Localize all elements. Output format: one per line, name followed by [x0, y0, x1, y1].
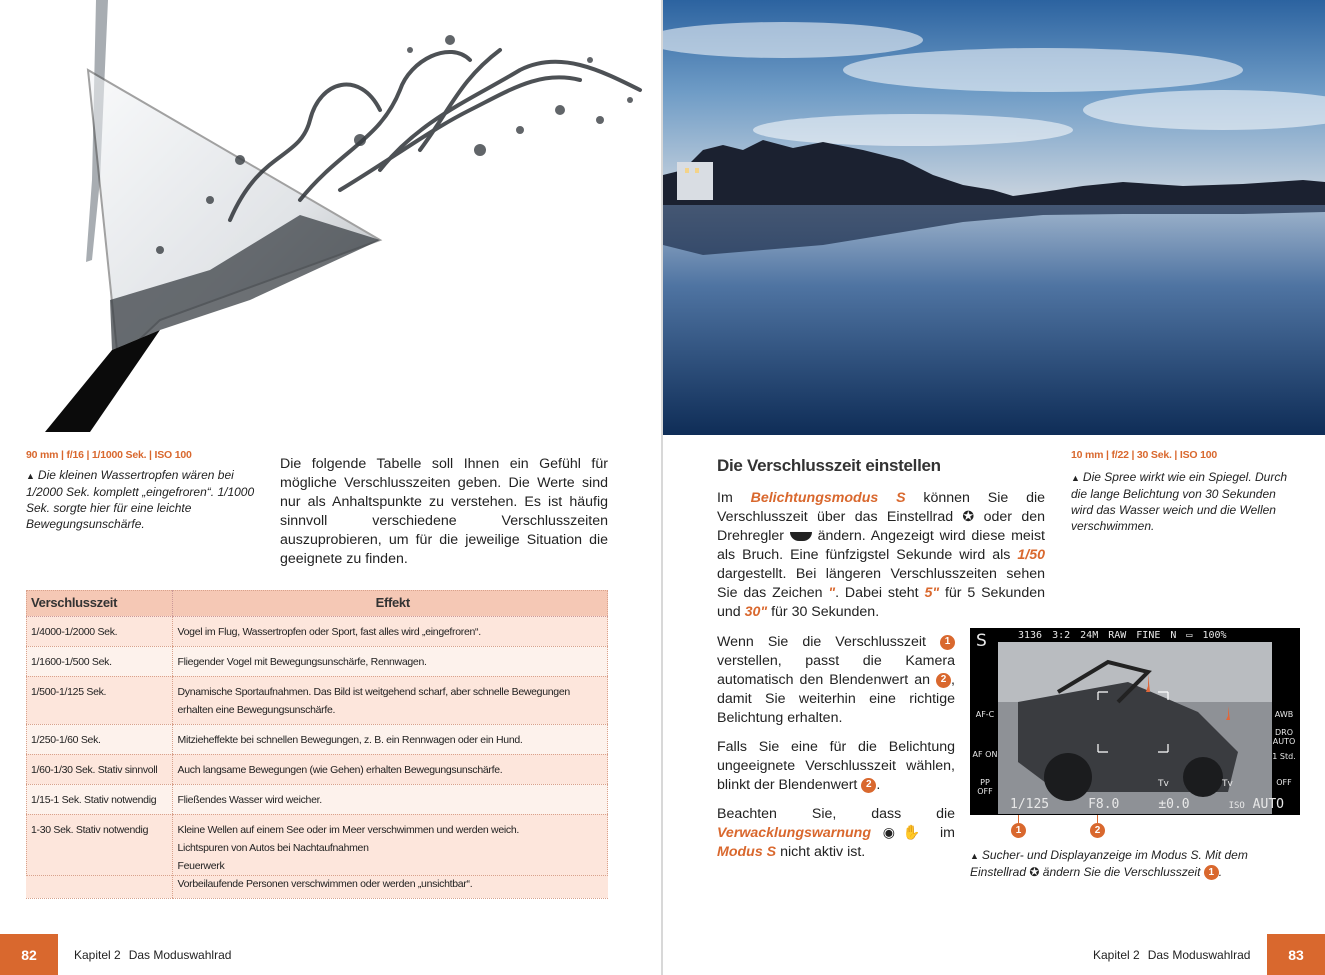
table-row — [26, 616, 608, 646]
table-cell-time: 1/1600-1/500 Sek. — [26, 646, 172, 676]
footer-chapter-title: Das Moduswahlrad — [1147, 948, 1251, 962]
paragraph-4 — [717, 805, 955, 862]
table-cell-time: 1/15-1 Sek. Stativ notwendig — [26, 784, 172, 814]
p1-text-a: Im — [717, 490, 751, 506]
section-title: Die Verschlusszeit einstellen — [717, 456, 941, 475]
lake-illustration — [663, 0, 1325, 435]
table-row — [26, 646, 608, 676]
paragraph-2 — [717, 633, 955, 728]
table-cell-time: 1/60-1/30 Sek. Stativ sinnvoll — [26, 754, 172, 784]
p1-text-g: für 5 Sekunden und — [717, 585, 1045, 620]
vf-aspect: 3:2 — [1052, 630, 1071, 641]
vf-nfc: N — [1170, 630, 1177, 641]
vf-iso-label: ISO — [1228, 801, 1245, 811]
callout-badge-2: 2 — [861, 778, 876, 793]
vf-picture-profile: PP OFF — [977, 778, 993, 796]
p2-text-b: verstellen, passt die Kamera automatisch den Blendenwert an — [717, 653, 955, 688]
table-cell-effect — [172, 754, 608, 784]
water-splash-photo — [0, 0, 662, 432]
p1-highlight-mode: Belichtungsmodus S — [750, 490, 906, 506]
dial-icon: ✪ — [1029, 865, 1040, 879]
effect-line: Fließendes Wasser wird weicher. — [177, 793, 322, 806]
table-cell-effect — [172, 724, 608, 754]
vf-tv-label: Tv — [1158, 779, 1169, 789]
left-page — [0, 0, 662, 975]
p1-text-d: ändern. Angezeigt wird diese meist als Bruch. Eine fünfzigstel Sekunde wird als — [717, 528, 1045, 563]
lake-caption-marker: ▲ — [1071, 473, 1080, 483]
effect-line: Fliegender Vogel mit Bewegungsunschärfe, Rennwagen. — [177, 655, 427, 668]
intro-paragraph: Die folgende Tabelle soll Ihnen ein Gefühl für mögliche Verschlusszeiten geben. Die Werte sind nur als Anhaltspunkte zu verstehen. Es ist häufig sinnvoll verschiedene Verschlusszeiten auszuprobieren, um für die jeweilige Situation die geeignete zu finden. — [280, 456, 608, 567]
effect-line: Vorbeilaufende Personen verschwimmen oder werden „unsichtbar“. — [177, 877, 473, 890]
p1-text-b: können Sie die Verschlusszeit über das Einstellrad — [717, 490, 1045, 525]
vf-battery: 100% — [1202, 630, 1227, 641]
effect-line: Auch langsame Bewegungen (wie Gehen) erhalten Bewegungsunschärfe. — [177, 763, 503, 776]
vf-effect: OFF — [1276, 778, 1292, 787]
effect-line: Dynamische Sportaufnahmen. Das Bild ist weitgehend scharf, aber schnelle Bewegungen erhalten eine Bewegungsunschärfe. — [177, 685, 570, 716]
lake-photo — [663, 0, 1325, 435]
vf-bottom-bar — [1010, 797, 1284, 812]
right-page — [663, 0, 1325, 975]
p3-text-a: Falls Sie eine für die Belichtung ungeeignete Verschlusszeit wählen, blinkt der Blendenwert — [717, 739, 955, 793]
vf-af-on: AF ON — [972, 750, 998, 759]
table-cell-effect — [172, 676, 608, 724]
vf-iso: AUTO — [1252, 797, 1284, 812]
callout-badge-2: 2 — [1090, 823, 1105, 838]
p1-highlight-5s: 5" — [924, 585, 940, 601]
table-cell-time: 1/250-1/60 Sek. — [26, 724, 172, 754]
vf-creative-style: 1 Std. — [1272, 752, 1296, 761]
caption-text: Die kleinen Wassertropfen wären bei 1/2000 Sek. komplett „eingefroren“. 1/1000 Sek. sorgte hier für eine leichte Bewegungsunschärfe. — [26, 468, 255, 531]
vf-caption-a: Sucher- und Displayanzeige im Modus S. Mit dem Einstellrad — [970, 848, 1248, 879]
vf-quality: FINE — [1136, 630, 1161, 641]
p1-highlight-fraction: 1/50 — [1017, 547, 1045, 563]
effect-line: Kleine Wellen auf einem See oder im Meer verschwimmen und werden weich. — [177, 823, 520, 836]
vf-dro: DRO AUTO — [1272, 728, 1296, 746]
vf-af-mode: AF-C — [975, 710, 995, 719]
viewfinder-caption — [970, 847, 1300, 880]
dial-icon: ✪ — [962, 509, 975, 525]
effect-line: Feuerwerk — [177, 859, 225, 872]
photo-meta: 90 mm | f/16 | 1/1000 Sek. | ISO 100 — [26, 449, 192, 461]
paragraph-3 — [717, 738, 955, 795]
table-header-time: Verschlusszeit — [26, 590, 172, 616]
p2-text-a: Wenn Sie die Verschlusszeit — [717, 634, 940, 650]
caption-marker: ▲ — [26, 471, 35, 481]
effect-line: Mitzieheffekte bei schnellen Bewegungen, z. B. ein Rennwagen oder ein Hund. — [177, 733, 523, 746]
effect-line: Lichtspuren von Autos bei Nachtaufnahmen — [177, 841, 369, 854]
vf-tv-label-2: Tv — [1222, 779, 1233, 789]
control-wheel-icon — [790, 532, 812, 541]
callout-badge-1: 1 — [1204, 865, 1219, 880]
table-row — [26, 676, 608, 724]
table-row — [26, 784, 608, 814]
table-cell-time: 1-30 Sek. Stativ notwendig — [26, 814, 172, 898]
table-cell-effect — [172, 814, 608, 898]
p4-text-b: im — [928, 825, 955, 841]
footer-chapter: Kapitel 2 — [74, 948, 121, 962]
table-row — [26, 754, 608, 784]
vf-shutter-speed: 1/125 — [1010, 797, 1050, 812]
vf-top-bar — [1018, 630, 1296, 641]
callout-badge-1: 1 — [940, 635, 955, 650]
vf-raw: RAW — [1108, 630, 1127, 641]
table-header-effect: Effekt — [172, 590, 608, 616]
paragraphs-2-4 — [717, 633, 955, 872]
table-row — [26, 814, 608, 898]
water-splash-illustration — [0, 0, 662, 432]
footer-right — [1093, 948, 1250, 962]
p1-text-h: für 30 Sekunden. — [767, 604, 880, 620]
p1-highlight-seconds-symbol: " — [828, 585, 836, 601]
vf-caption-marker: ▲ — [970, 851, 979, 861]
vf-white-balance: AWB — [1274, 710, 1294, 719]
paragraph-1 — [717, 489, 1045, 622]
table-cell-effect — [172, 646, 608, 676]
battery-icon: ▭ — [1186, 630, 1193, 641]
callout-badge-2: 2 — [936, 673, 951, 688]
vf-shots-remaining: 3136 — [1018, 630, 1043, 641]
p1-text-c: oder den Drehregler — [717, 509, 1045, 544]
footer-left — [74, 948, 231, 962]
lake-caption-text: Die Spree wirkt wie ein Spiegel. Durch die lange Belichtung von 30 Sekunden wird das Wasser weich und die Wellen verschwimmen. — [1071, 470, 1288, 533]
table-cell-time: 1/4000-1/2000 Sek. — [26, 616, 172, 646]
lake-photo-meta: 10 mm | f/22 | 30 Sek. | ISO 100 — [1071, 449, 1217, 461]
table-cell-effect — [172, 616, 608, 646]
page-number-right: 83 — [1267, 934, 1325, 975]
photo-caption — [26, 467, 256, 532]
callout-badge-1: 1 — [1011, 823, 1026, 838]
table-cell-time: 1/500-1/125 Sek. — [26, 676, 172, 724]
vf-caption-b: ändern Sie die Verschlusszeit — [1039, 865, 1204, 879]
p2-text-c: , damit Sie weiterhin eine richtige Belichtung erhalten. — [717, 672, 955, 726]
footer-chapter: Kapitel 2 — [1093, 948, 1140, 962]
p1-highlight-30s: 30" — [744, 604, 768, 620]
p4-text-a: Beachten Sie, dass die — [717, 806, 955, 822]
camera-viewfinder — [970, 628, 1300, 815]
vf-exposure-comp: ±0.0 — [1158, 797, 1190, 812]
page-number-left: 82 — [0, 934, 58, 975]
p1-text-f: . Dabei steht — [835, 585, 925, 601]
shutter-speed-table — [26, 590, 608, 899]
p4-text-c: nicht aktiv ist. — [776, 844, 866, 860]
footer-chapter-title: Das Moduswahlrad — [128, 948, 232, 962]
vf-caption-c: . — [1218, 865, 1223, 879]
vf-image-size: 24M — [1080, 630, 1099, 641]
effect-line: Vogel im Flug, Wassertropfen oder Sport, fast alles wird „eingefroren“. — [177, 625, 481, 638]
table-cell-effect — [172, 784, 608, 814]
shake-warning-icon: ◉✋ — [882, 825, 929, 841]
vf-mode: S — [976, 631, 987, 651]
p3-text-b: . — [876, 777, 881, 793]
p1-text-e: dargestellt. Bei längeren Verschlusszeiten sehen Sie das Zeichen — [717, 566, 1045, 601]
lake-photo-caption — [1071, 469, 1296, 534]
vf-aperture: F8.0 — [1088, 797, 1120, 812]
p4-highlight-mode: Modus S — [717, 844, 777, 860]
p4-highlight-warning: Verwacklungswarnung — [717, 825, 871, 841]
table-row — [26, 724, 608, 754]
